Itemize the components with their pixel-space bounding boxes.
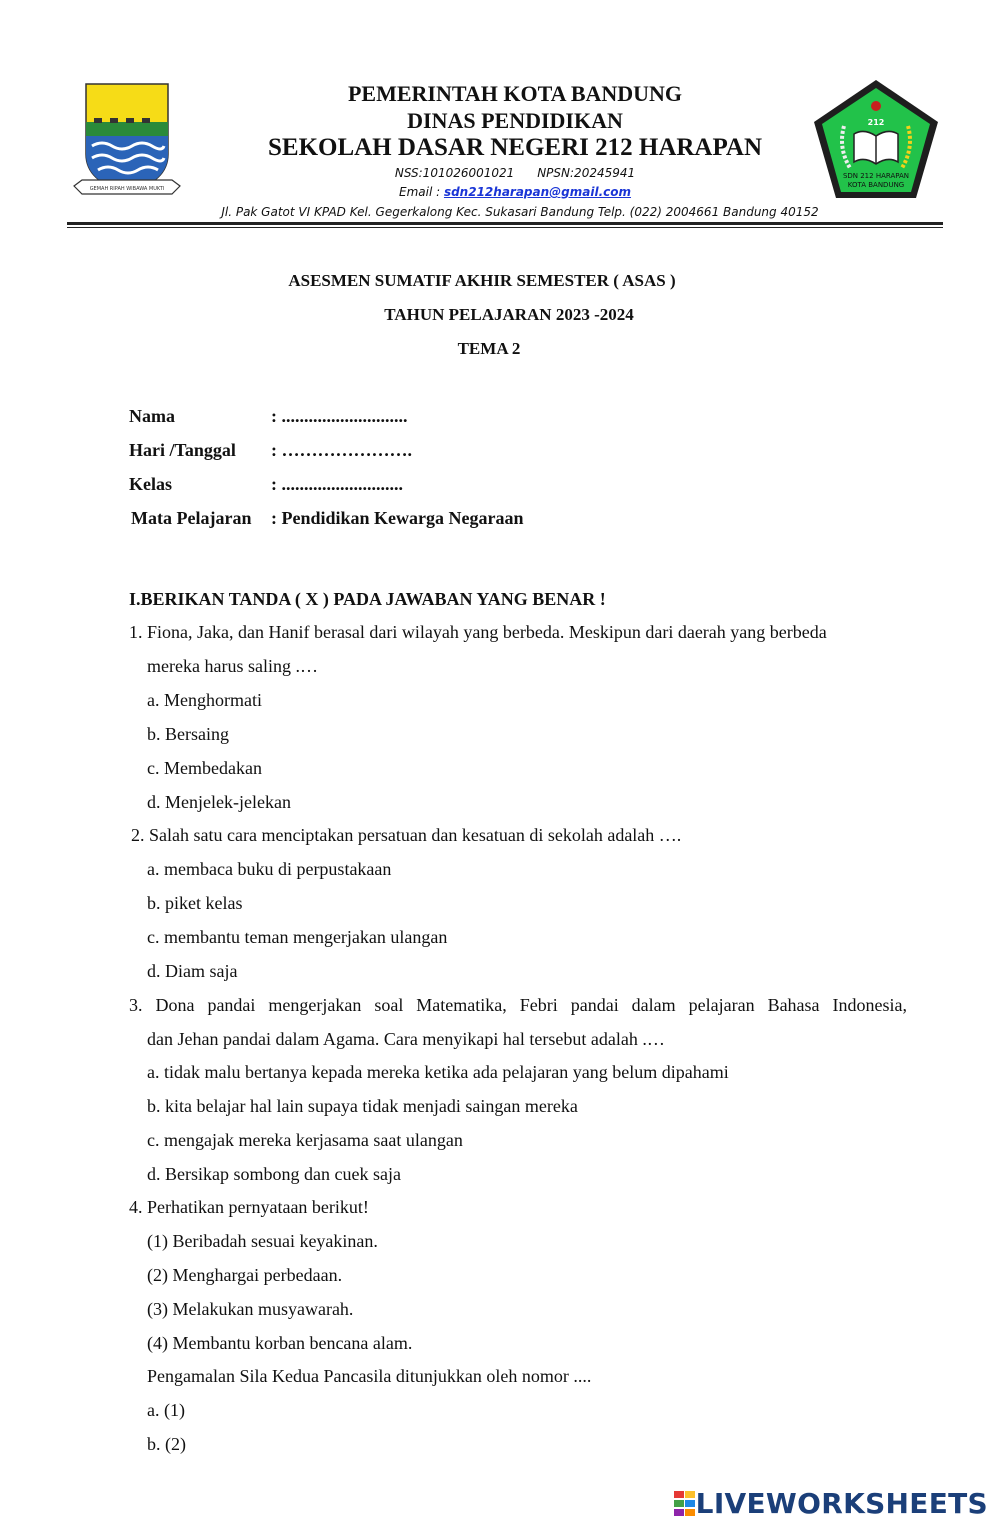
header-divider-thin xyxy=(67,227,943,228)
question-3-option-d[interactable]: d. Bersikap sombong dan cuek saja xyxy=(147,1164,401,1184)
question-3-option-b[interactable]: b. kita belajar hal lain supaya tidak menjadi saingan mereka xyxy=(147,1096,578,1116)
section-instruction: I.BERIKAN TANDA ( X ) PADA JAWABAN YANG BENAR ! xyxy=(129,589,606,609)
question-4-statement-4: (4) Membantu korban bencana alam. xyxy=(147,1333,413,1353)
field-hari-blank[interactable]: : …………………. xyxy=(271,440,412,460)
nss-number: NSS:101026001021 xyxy=(394,166,515,180)
field-mapel-value: : Pendidikan Kewarga Negaraan xyxy=(271,508,524,528)
question-2-option-d[interactable]: d. Diam saja xyxy=(147,961,238,981)
question-1-option-a[interactable]: a. Menghormati xyxy=(147,690,262,710)
header-email xyxy=(15,185,1000,199)
question-2-option-c[interactable]: c. membantu teman mengerjakan ulangan xyxy=(147,927,448,947)
logo-text-1: SDN 212 HARAPAN xyxy=(842,172,910,180)
header-ids xyxy=(15,166,1000,180)
question-1-option-d[interactable]: d. Menjelek-jelekan xyxy=(147,792,291,812)
question-2-option-b[interactable]: b. piket kelas xyxy=(147,893,243,913)
header-address: Jl. Pak Gatot VI KPAD Kel. Gegerkalong Kec. Sukasari Bandung Telp. (022) 2004661 Bandung 40152 xyxy=(221,205,819,219)
field-kelas-blank[interactable]: : ........................... xyxy=(271,474,403,494)
field-nama-blank[interactable]: : ............................ xyxy=(271,406,408,426)
question-3-text-cont: dan Jehan pandai dalam Agama. Cara menyikapi hal tersebut adalah .… xyxy=(147,1029,665,1049)
field-nama xyxy=(129,406,408,427)
question-4-statement-1: (1) Beribadah sesuai keyakinan. xyxy=(147,1231,378,1251)
question-3-option-c[interactable]: c. mengajak mereka kerjasama saat ulangan xyxy=(147,1130,463,1150)
question-1-text-cont: mereka harus saling .… xyxy=(147,656,318,676)
email-link[interactable]: sdn212harapan@gmail.com xyxy=(443,185,632,199)
logo-number: 212 xyxy=(867,118,885,127)
question-4-text: 4. Perhatikan pernyataan berikut! xyxy=(129,1197,369,1217)
question-4-option-a[interactable]: a. (1) xyxy=(147,1400,185,1420)
logo-text-2: KOTA BANDUNG xyxy=(847,181,905,189)
exam-theme: TEMA 2 xyxy=(457,339,521,358)
field-kelas-label: Kelas xyxy=(129,474,172,494)
header-government: PEMERINTAH KOTA BANDUNG xyxy=(347,81,683,106)
crest-motto: GEMAH RIPAH WIBAWA MUKTI xyxy=(89,186,165,192)
header-school-name: SEKOLAH DASAR NEGERI 212 HARAPAN xyxy=(267,134,763,161)
question-4-option-b[interactable]: b. (2) xyxy=(147,1434,186,1454)
question-3-text: 3. Dona pandai mengerjakan soal Matematika, Febri pandai dalam pelajaran Bahasa Indonesia, xyxy=(129,995,907,1015)
question-1-option-b[interactable]: b. Bersaing xyxy=(147,724,229,744)
liveworksheets-wordmark: LIVEWORKSHEETS xyxy=(695,1487,988,1520)
field-mata-pelajaran xyxy=(131,508,524,529)
question-4-prompt: Pengamalan Sila Kedua Pancasila ditunjukkan oleh nomor .... xyxy=(147,1366,592,1386)
question-2-option-a[interactable]: a. membaca buku di perpustakaan xyxy=(147,859,392,879)
liveworksheets-watermark xyxy=(674,1487,988,1520)
exam-year: TAHUN PELAJARAN 2023 -2024 xyxy=(384,305,634,324)
question-4-statement-3: (3) Melakukan musyawarah. xyxy=(147,1299,354,1319)
header-divider-thick xyxy=(67,222,943,225)
question-1-text: 1. Fiona, Jaka, dan Hanif berasal dari wilayah yang berbeda. Meskipun dari daerah yang berbeda xyxy=(129,622,827,642)
question-4-statement-2: (2) Menghargai perbedaan. xyxy=(147,1265,343,1285)
exam-title: ASESMEN SUMATIF AKHIR SEMESTER ( ASAS ) xyxy=(288,271,676,290)
liveworksheets-icon xyxy=(674,1491,696,1517)
field-kelas xyxy=(129,474,403,495)
question-3-option-a[interactable]: a. tidak malu bertanya kepada mereka ketika ada pelajaran yang belum dipahami xyxy=(147,1062,729,1082)
field-hari-label: Hari /Tanggal xyxy=(129,440,236,460)
question-1-option-c[interactable]: c. Membedakan xyxy=(147,758,262,778)
npsn-number: NPSN:20245941 xyxy=(537,166,636,180)
header-department: DINAS PENDIDIKAN xyxy=(407,108,623,133)
question-2-text: 2. Salah satu cara menciptakan persatuan dan kesatuan di sekolah adalah …. xyxy=(131,825,682,845)
field-nama-label: Nama xyxy=(129,406,175,426)
field-mapel-label: Mata Pelajaran xyxy=(131,508,252,528)
field-hari-tanggal xyxy=(129,440,412,461)
email-label: Email : xyxy=(398,185,444,199)
